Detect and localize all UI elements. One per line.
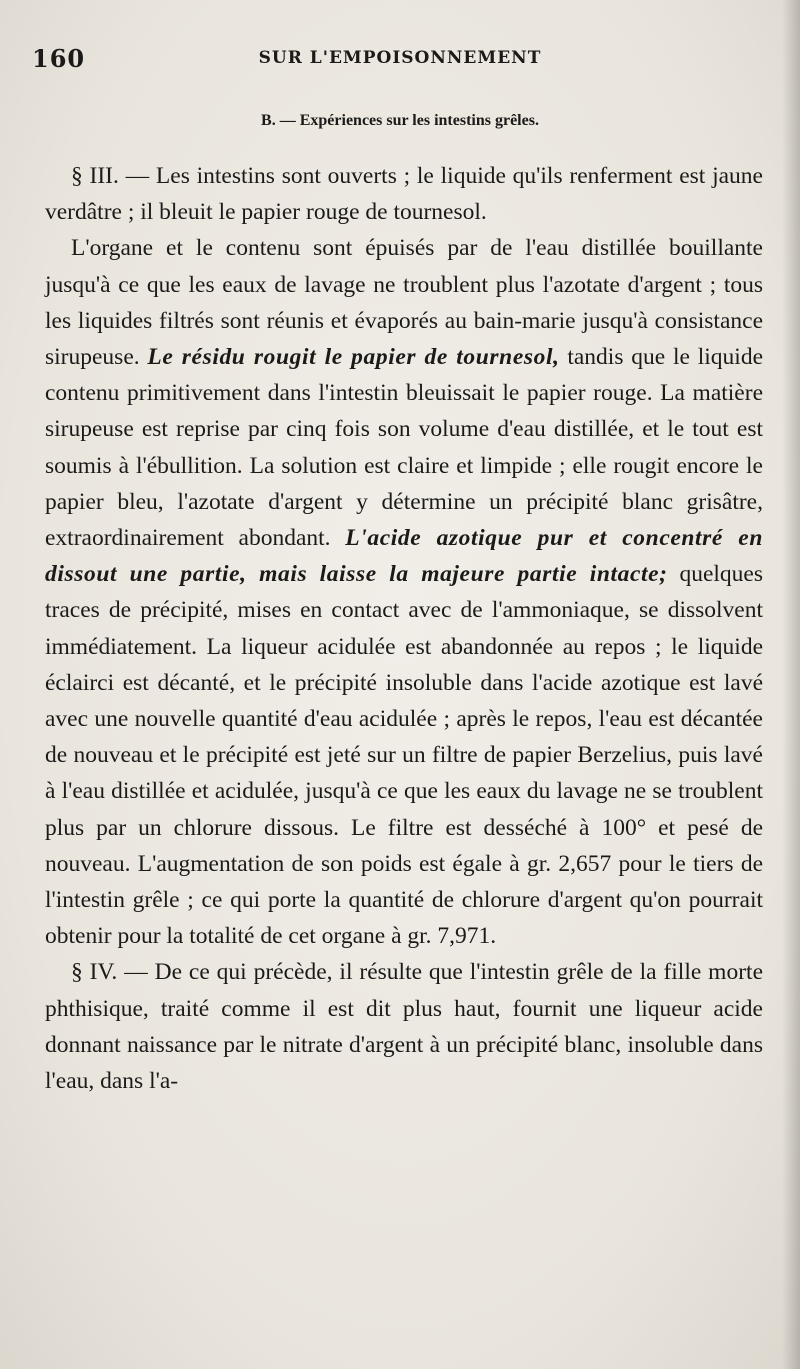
page-header [30, 44, 770, 78]
paragraph-procedure [45, 230, 763, 954]
paragraph-section-iv: § IV. — De ce qui précède, il résulte que l'intestin grêle de la fille morte phthisique, traité comme il est dit plus haut, fournit une liqueur acide donnant naissance par le nitrate d'argent à un précipité blanc, insoluble dans l'eau, dans l'a- [45, 959, 763, 1095]
paragraph-section-iii: § III. — Les intestins sont ouverts ; le liquide qu'ils renferment est jaune verdâtre ; il bleuit le papier rouge de tournesol. [45, 163, 763, 226]
emphasis-residue: Le résidu rougit le papier de tournesol, [147, 344, 560, 371]
body-text [45, 158, 763, 1099]
emphasis-nitric-acid: L'acide azotique pur et concentré en dissout une partie, mais laisse la majeure partie intacte; [45, 525, 763, 588]
page-number: 160 [32, 44, 86, 73]
running-title: SUR L'EMPOISONNEMENT [258, 48, 542, 68]
paragraph-procedure-part-1: L'organe et le contenu sont épuisés par de l'eau distillée bouillante jusqu'à ce que les eaux de lavage ne troublent plus l'azotate d'argent ; tous les liquides filtrés sont réunis et évaporés au bain-marie jusqu'à consistance sirupeuse. [45, 235, 763, 371]
section-subheading: B. — Expériences sur les intestins grêles. [261, 112, 539, 129]
paragraph-procedure-part-3: quelques traces de précipité, mises en contact avec de l'ammoniaque, se dissolvent immédiatement. La liqueur acidulée est abandonnée au repos ; le liquide éclairci est décanté, et le précipité insoluble dans l'acide azotique est lavé avec une nouvelle quantité d'eau acidulée ; après le repos, l'eau est décantée de nouveau et le précipité est jeté sur un filtre de papier Berzelius, puis lavé à l'eau distillée et acidulée, jusqu'à ce que les eaux du lavage ne se troublent plus par un chlorure dissous. Le filtre est desséché à 100° et pesé de nouveau. L'augmentation de son poids est égale à gr. 2,657 pour le tiers de l'intestin grêle ; ce qui porte la quantité de chlorure d'argent qu'on pourrait obtenir pour la totalité de cet organe à gr. 7,971. [45, 561, 763, 950]
paragraph-procedure-part-2: tandis que le liquide contenu primitivement dans l'intestin bleuissait le papier rouge. La matière sirupeuse est reprise par cinq fois son volume d'eau distillée, et le tout est soumis à l'ébullition. La solution est claire et limpide ; elle rougit encore le papier bleu, l'azotate d'argent y détermine un précipité blanc grisâtre, extraordinairement abondant. [45, 344, 763, 552]
page-edge-shadow [782, 0, 800, 1369]
